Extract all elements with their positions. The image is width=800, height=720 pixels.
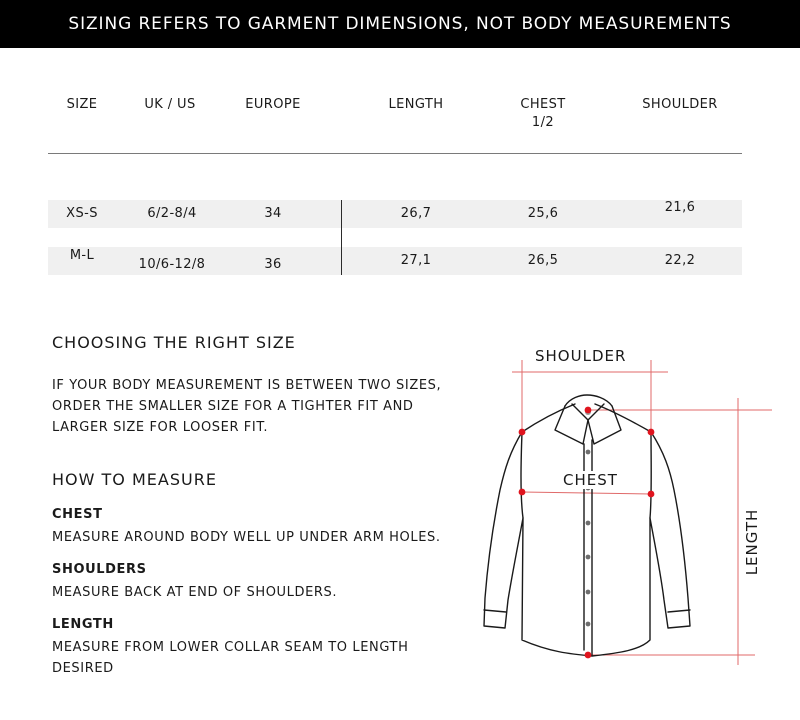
header-divider xyxy=(48,153,742,154)
table-row xyxy=(48,247,742,275)
choosing-line: IF YOUR BODY MEASUREMENT IS BETWEEN TWO SIZES, xyxy=(52,378,442,393)
banner xyxy=(0,0,800,48)
marker-chest-left xyxy=(519,489,526,496)
how-title: HOW TO MEASURE xyxy=(52,470,217,489)
cell-uk-us: 6/2-8/4 xyxy=(147,206,197,221)
cell-length: 26,7 xyxy=(400,206,432,221)
chest-diagram-label: CHEST xyxy=(563,471,618,489)
shoulders-label: SHOULDERS xyxy=(52,562,147,577)
chest-label: CHEST xyxy=(52,507,103,522)
cell-shoulder: 21,6 xyxy=(664,200,696,215)
header-chest-half: CHEST 1/2 xyxy=(520,97,566,130)
chest-text: MEASURE AROUND BODY WELL UP UNDER ARM HOLES. xyxy=(52,530,441,545)
marker-chest-right xyxy=(648,491,655,498)
length-diagram-label: LENGTH xyxy=(743,508,761,576)
length-text: MEASURE FROM LOWER COLLAR SEAM TO LENGTH xyxy=(52,640,409,655)
cell-uk-us: 10/6-12/8 xyxy=(138,257,206,272)
marker-shoulder-left xyxy=(519,429,526,436)
cell-chest: 26,5 xyxy=(527,253,559,268)
header-length: LENGTH xyxy=(388,97,444,112)
marker-shoulder-right xyxy=(648,429,655,436)
cell-europe: 34 xyxy=(264,206,282,221)
cell-shoulder: 22,2 xyxy=(664,253,696,268)
cell-europe: 36 xyxy=(264,257,282,272)
header-uk-us: UK / US xyxy=(144,97,196,112)
choosing-title: CHOOSING THE RIGHT SIZE xyxy=(52,333,296,352)
choosing-line: LARGER SIZE FOR LOOSER FIT. xyxy=(52,420,269,435)
chest-guide-line xyxy=(522,492,651,494)
table-row xyxy=(48,200,742,228)
cell-size: XS-S xyxy=(66,206,98,221)
shoulders-text: MEASURE BACK AT END OF SHOULDERS. xyxy=(52,585,338,600)
header-shoulder: SHOULDER xyxy=(642,97,718,112)
length-text: DESIRED xyxy=(52,661,114,676)
banner-text: SIZING REFERS TO GARMENT DIMENSIONS, NOT BODY MEASUREMENTS xyxy=(68,14,732,34)
shoulder-diagram-label: SHOULDER xyxy=(535,347,627,365)
cell-chest: 25,6 xyxy=(527,206,559,221)
marker-hem xyxy=(585,652,592,659)
column-divider xyxy=(341,200,342,275)
length-label: LENGTH xyxy=(52,617,114,632)
choosing-line: ORDER THE SMALLER SIZE FOR A TIGHTER FIT AND xyxy=(52,399,414,414)
marker-collar xyxy=(585,407,592,414)
cell-size: M-L xyxy=(69,248,95,263)
header-europe: EUROPE xyxy=(245,97,301,112)
cell-length: 27,1 xyxy=(400,253,432,268)
header-size: SIZE xyxy=(66,97,98,112)
